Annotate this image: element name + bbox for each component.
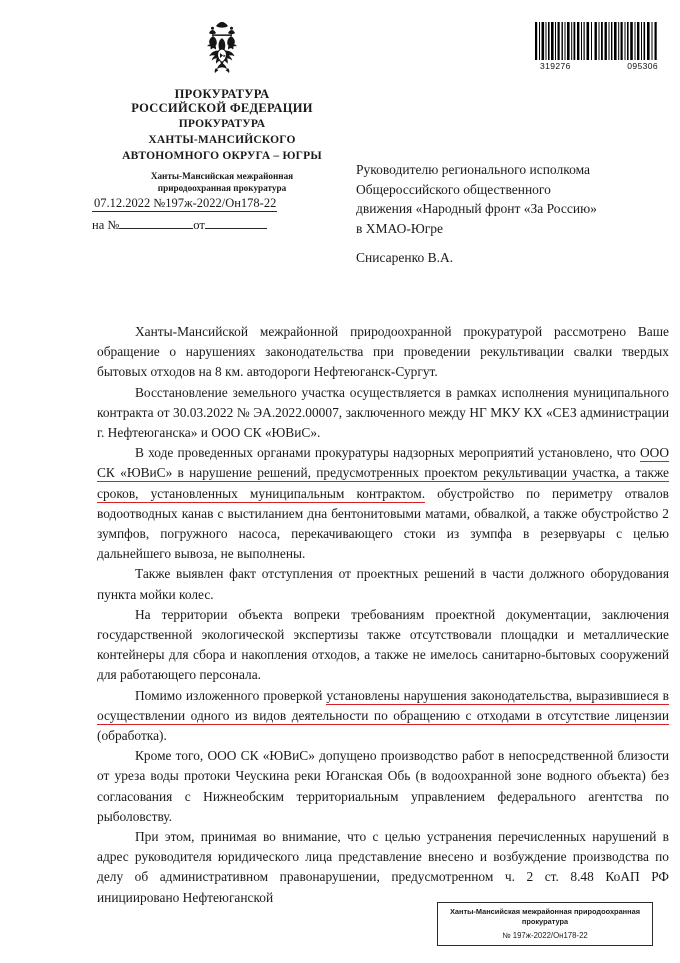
paragraph-7 xyxy=(97,746,669,827)
paragraph-1 xyxy=(97,322,669,383)
barcode-block xyxy=(534,22,664,71)
barcode-right-number: 095306 xyxy=(627,61,658,71)
paragraph-6-prefix: Помимо изложенного проверкой xyxy=(135,687,327,703)
document-number: 197ж-2022/Он178-22 xyxy=(165,196,277,210)
from-label: от xyxy=(193,218,205,232)
paragraph-7-text: Кроме того, ООО СК «ЮВиС» допущено производство работ в непосредственной близости от уреза воды протоки Чеускина реки Юганская Обь (в водоохранной зоне водного объекта) без согласования с Нижнеобским территориальным управлением федерального агентства по рыболовству. xyxy=(97,748,669,824)
paragraph-8-text: При этом, принимая во внимание, что с целью устранения перечисленных нарушений в адрес руководителя юридического лица представление внесено и возбуждение производства по делу об административном правонарушении, предусмотренном ч. 2 ст. 8.48 КоАП РФ инициировано Нефтеюганской xyxy=(97,829,669,905)
letterhead-line2: РОССИЙСКОЙ ФЕДЕРАЦИИ xyxy=(131,100,313,115)
letterhead xyxy=(88,22,356,194)
stamp-number: № 197ж-2022/Он178-22 xyxy=(502,931,588,940)
addressee-line3: движения «Народный фронт «За Россию» xyxy=(356,201,597,216)
paragraph-4 xyxy=(97,564,669,604)
number-symbol: № xyxy=(153,196,166,210)
paragraph-3-suffix: обустройство по периметру отвалов водоотводных канав с выстиланием дна бентонитовыми матами, обвалкой, а также обустройство 2 зумпфов, погружного насоса, перекачивающего стоки из зумпфа в резервуары с целью дальнейшего вывоза, не выполнены. xyxy=(97,485,669,562)
barcode-left-number: 319276 xyxy=(540,61,571,71)
paragraph-5 xyxy=(97,605,669,686)
letterhead-line3: ПРОКУРАТУРА xyxy=(178,118,266,130)
paragraph-5-text: На территории объекта вопреки требованиям проектной документации, заключения государственной экологической экспертизы также отсутствовали площадки и металлические контейнеры для сбора и накопления отходов, а также не имелось санитарно-бытовых сооружений для работающего персонала. xyxy=(97,606,669,683)
document-body xyxy=(97,322,669,908)
addressee-name: Снисаренко В.А. xyxy=(356,250,454,265)
letterhead-line4: ХАНТЫ-МАНСИЙСКОГО xyxy=(148,134,296,146)
paragraph-6-underlined: установлены нарушения законодательства, выразившиеся в осуществлении одного из видов деятельности по обращению с отходами в отсутствие лицензии xyxy=(97,687,669,723)
document-date: 07.12.2022 xyxy=(94,196,151,210)
reply-date-blank xyxy=(205,216,267,229)
paragraph-1-text: Ханты-Мансийской межрайонной природоохранной прокуратурой рассмотрено Ваше обращение о нарушениях законодательства при проведении рекультивации свалки твердых бытовых отходов на 8 км. автодороги Нефтеюганск-Сургут. xyxy=(97,324,669,380)
letterhead-line1: ПРОКУРАТУРА xyxy=(174,87,270,101)
addressee-line2: Общероссийского общественного xyxy=(356,181,551,197)
addressee-block xyxy=(356,160,668,238)
paragraph-6 xyxy=(97,686,669,747)
registration-stamp xyxy=(437,902,653,946)
paragraph-2-text: Восстановление земельного участка осуществляется в рамках исполнения муниципального контракта от 30.03.2022 № ЭА.2022.00007, заключенного между НГ МКУ КХ «СЕЗ администрации г. Нефтеюганска» и ООО СК «ЮВиС». xyxy=(97,384,669,441)
paragraph-6-suffix: (обработка). xyxy=(97,728,167,744)
paragraph-3-prefix: В ходе проведенных органами прокуратуры надзорных мероприятий установлено, что xyxy=(135,445,640,461)
reply-number-blank xyxy=(119,216,193,229)
russian-coat-of-arms-icon xyxy=(194,22,250,84)
paragraph-3 xyxy=(97,443,669,564)
paragraph-2 xyxy=(97,383,669,444)
addressee-line1: Руководителю регионального исполкома xyxy=(356,162,591,177)
paragraph-8 xyxy=(97,827,669,908)
addressee-line4: в ХМАО-Югре xyxy=(356,220,443,236)
paragraph-3-underlined: ООО СК «ЮВиС» в нарушение решений, предусмотренных проектом рекультивации участка, а также сроков, установленных муниципальным контрактом. xyxy=(97,445,669,501)
letterhead-line5: АВТОНОМНОГО ОКРУГА – ЮГРЫ xyxy=(122,150,322,162)
letterhead-sub2: природоохранная прокуратура xyxy=(157,183,287,193)
reply-label: на № xyxy=(92,218,120,232)
reference-line xyxy=(92,196,324,211)
barcode-icon xyxy=(534,22,660,60)
paragraph-4-text: Также выявлен факт отступления от проектных решений в части должного оборудования пункта мойки колес. xyxy=(97,566,669,602)
reply-reference-line xyxy=(92,216,324,233)
stamp-org-line1: Ханты-Мансийская межрайонная природоохранная xyxy=(449,907,641,916)
barcode-numbers xyxy=(534,60,664,71)
stamp-org-line2: прокуратура xyxy=(521,916,569,926)
letterhead-sub1: Ханты-Мансийская межрайонная xyxy=(150,171,294,181)
